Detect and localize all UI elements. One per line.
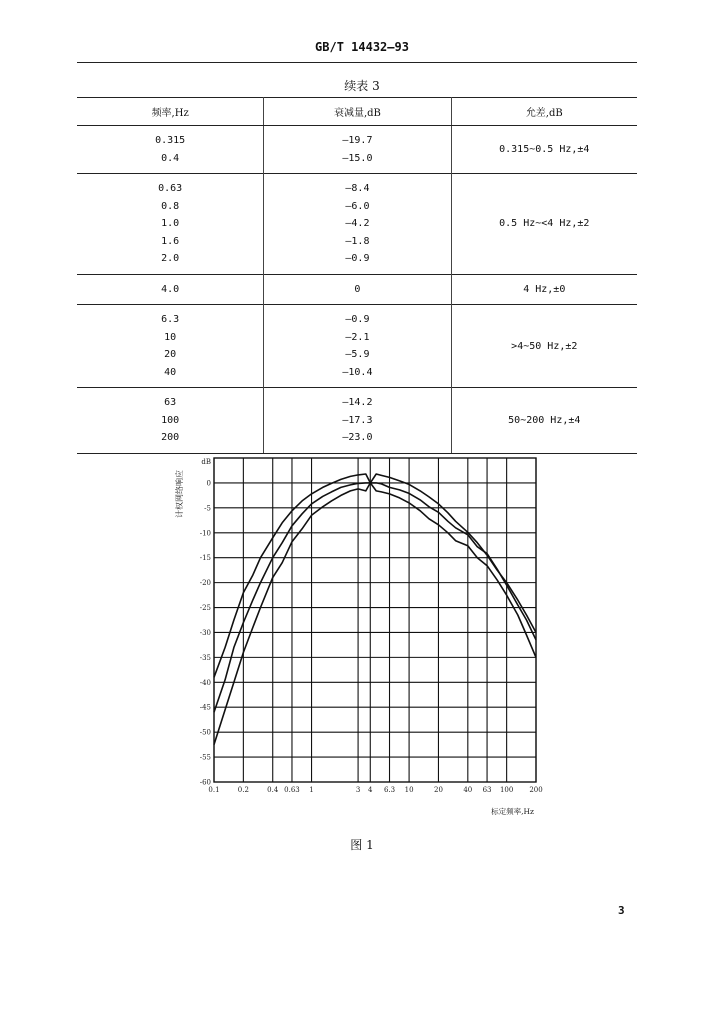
- x-tick-label: 40: [463, 786, 473, 794]
- x-tick-label: 0.4: [267, 786, 279, 794]
- attenuation-value: —0.9: [345, 253, 370, 264]
- y-tick-label: 0: [206, 479, 211, 488]
- y-tick-label: -60: [199, 778, 211, 787]
- series-line-2: [214, 483, 536, 712]
- table-row: [77, 274, 637, 305]
- x-tick-label: 0.2: [237, 786, 249, 794]
- frequency-value: 0.63: [158, 183, 183, 194]
- frequency-cell: [77, 274, 264, 305]
- column-header-attenuation: 衰减量,dB: [264, 98, 451, 126]
- tolerance-cell: [451, 126, 637, 174]
- standard-number: GB/T 14432—93: [315, 40, 409, 54]
- y-tick-label: -20: [199, 579, 211, 588]
- frequency-value: 10: [164, 331, 177, 343]
- plot-frame: [214, 458, 536, 782]
- page-number: 3: [618, 904, 625, 917]
- figure-caption: 图 1: [350, 838, 374, 852]
- frequency-value: 200: [161, 432, 180, 443]
- attenuation-cell: [264, 305, 451, 388]
- y-tick-label: -40: [199, 678, 211, 687]
- series-line-1: [214, 474, 536, 677]
- x-tick-label: 100: [499, 786, 514, 794]
- tolerance-value: >4~50 Hz,±2: [511, 340, 578, 352]
- frequency-value: 2.0: [161, 253, 180, 264]
- attenuation-value: —14.2: [342, 397, 373, 408]
- attenuation-value: —5.9: [345, 349, 370, 360]
- frequency-value: 1.6: [161, 235, 180, 247]
- y-tick-label: -55: [199, 753, 211, 762]
- tolerance-cell: [451, 174, 637, 275]
- y-tick-label: -10: [199, 529, 211, 538]
- y-tick-label: -15: [199, 554, 211, 563]
- frequency-value: 6.3: [161, 314, 180, 325]
- x-axis-label: 标定频率,Hz: [491, 807, 534, 816]
- x-tick-label: 4: [368, 786, 373, 794]
- frequency-value: 4.0: [161, 283, 180, 295]
- table-row: [77, 174, 637, 275]
- y-tick-label: -35: [199, 653, 211, 662]
- tolerance-value: 4 Hz,±0: [523, 283, 566, 295]
- attenuation-cell: [264, 174, 451, 275]
- weighting-response-chart: [170, 450, 550, 828]
- frequency-cell: [77, 126, 264, 174]
- tolerance-value: 0.315~0.5 Hz,±4: [499, 144, 590, 155]
- tolerance-cell: [451, 274, 637, 305]
- attenuation-cell: [264, 274, 451, 305]
- x-tick-label: 0.63: [284, 786, 300, 794]
- attenuation-value: —8.4: [345, 183, 370, 194]
- table-row: [77, 305, 637, 388]
- table-header-row: [77, 98, 637, 126]
- frequency-cell: [77, 388, 264, 454]
- series-line-3: [214, 483, 536, 745]
- attenuation-value: —2.1: [345, 331, 370, 343]
- attenuation-value: —19.7: [342, 135, 373, 146]
- frequency-cell: [77, 174, 264, 275]
- tolerance-cell: [451, 305, 637, 388]
- attenuation-value: —17.3: [342, 414, 373, 426]
- y-tick-label: -50: [199, 728, 211, 737]
- table-caption: 续表 3: [344, 79, 380, 93]
- frequency-value: 63: [164, 397, 177, 408]
- y-tick-label: -30: [199, 628, 211, 637]
- frequency-value: 20: [164, 349, 177, 360]
- attenuation-value: —15.0: [342, 152, 373, 164]
- x-tick-label: 0.1: [208, 786, 220, 794]
- table-row: [77, 388, 637, 454]
- y-axis-label: 计权网络响应: [175, 470, 184, 518]
- x-tick-label: 63: [482, 786, 492, 794]
- x-tick-label: 6.3: [383, 786, 396, 794]
- frequency-value: 0.4: [161, 152, 180, 164]
- column-header-frequency: 频率,Hz: [77, 98, 264, 126]
- attenuation-cell: [264, 388, 451, 454]
- x-tick-label: 3: [355, 786, 361, 794]
- table-row: [77, 126, 637, 174]
- attenuation-value: 0: [354, 283, 361, 295]
- header-rule: [77, 62, 637, 63]
- x-tick-label: 1: [309, 786, 314, 794]
- attenuation-value: —0.9: [345, 314, 370, 325]
- frequency-value: 1.0: [161, 218, 180, 229]
- attenuation-cell: [264, 126, 451, 174]
- attenuation-value: —23.0: [342, 432, 373, 443]
- attenuation-value: —1.8: [345, 235, 370, 247]
- y-tick-label: dB: [201, 458, 211, 466]
- weighting-table: [77, 97, 637, 454]
- y-tick-label: -5: [204, 504, 211, 513]
- x-tick-label: 20: [433, 786, 443, 794]
- y-tick-label: -45: [199, 703, 211, 712]
- frequency-value: 100: [161, 414, 180, 426]
- attenuation-value: —4.2: [345, 218, 370, 229]
- tolerance-cell: [451, 388, 637, 454]
- attenuation-value: —6.0: [345, 200, 370, 212]
- x-tick-label: 10: [404, 786, 414, 794]
- attenuation-value: —10.4: [342, 366, 373, 378]
- frequency-value: 0.8: [161, 200, 180, 212]
- frequency-cell: [77, 305, 264, 388]
- frequency-value: 40: [164, 366, 177, 378]
- x-tick-label: 200: [529, 786, 543, 794]
- tolerance-value: 50~200 Hz,±4: [508, 414, 581, 426]
- frequency-value: 0.315: [155, 135, 186, 146]
- tolerance-value: 0.5 Hz~<4 Hz,±2: [499, 218, 590, 230]
- column-header-tolerance: 允差,dB: [451, 98, 637, 126]
- y-tick-label: -25: [199, 604, 211, 613]
